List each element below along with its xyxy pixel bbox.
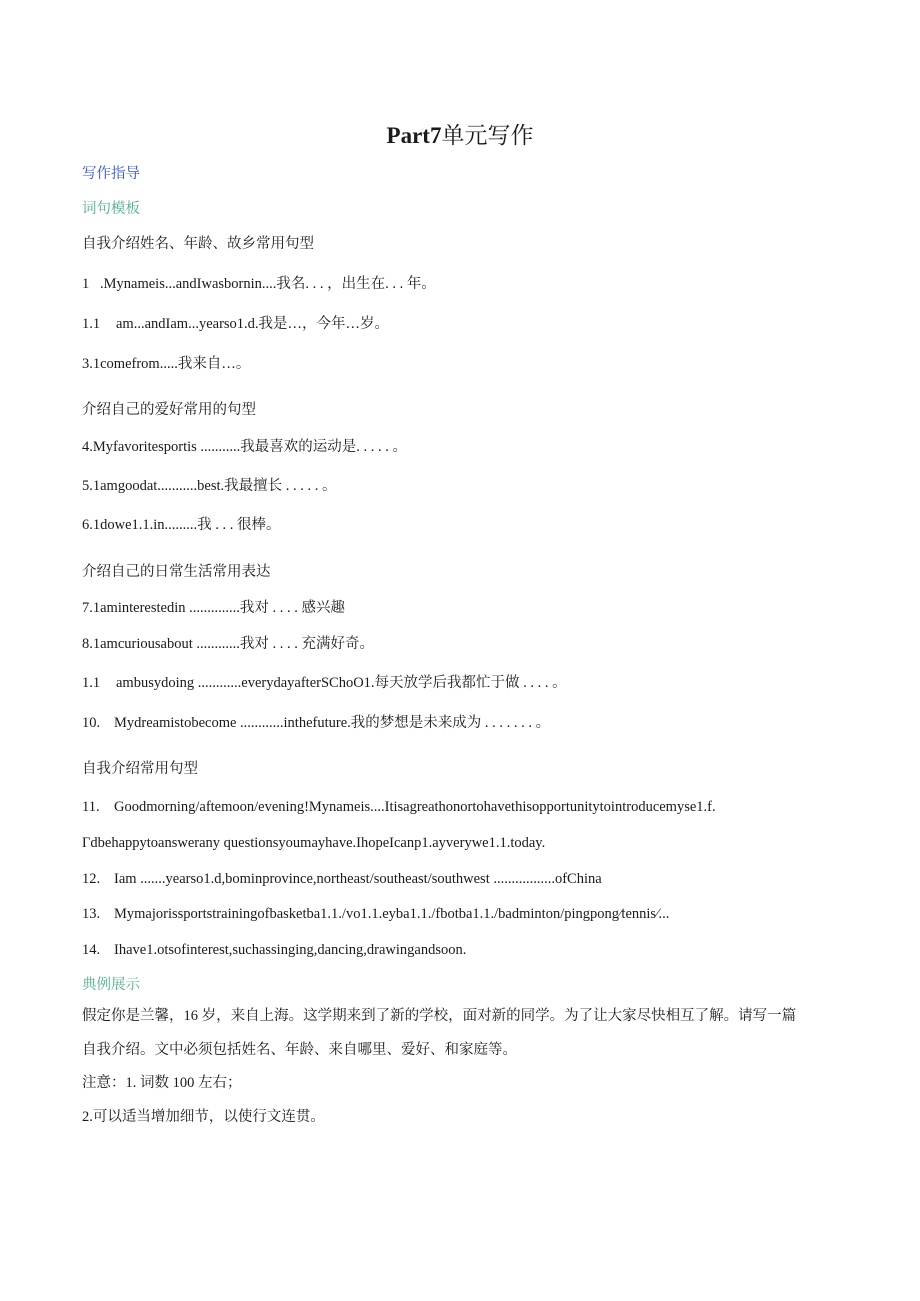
example-prompt-line2: 自我介绍。文中必须包括姓名、年龄、来自哪里、爱好、和家庭等。 [82, 1042, 517, 1058]
heading-example: 典例展示 [82, 977, 140, 993]
item-text: Goodmorning/aftemoon/evening!Mynameis....Itisagreathonortohavethisopportunitytointroducemyse1.f. [114, 799, 716, 815]
section1-heading: 自我介绍姓名、年龄、故乡常用句型 [82, 236, 314, 252]
item-number: 12. [82, 871, 101, 887]
heading-templates: 词句模板 [82, 201, 140, 217]
section1-item-2 [82, 314, 389, 334]
item-text: 7.1aminterestedin ..............我对 . . . . 感兴趣 [82, 600, 345, 616]
section3-item-4 [82, 713, 550, 733]
section2-item-2: 5.1amgoodat...........best.我最擅长 . . . . . 。 [82, 478, 337, 494]
item-text: ambusydoing ............everydayafterSChoO1.每天放学后我都忙于做 . . . . 。 [116, 675, 567, 691]
section4-heading: 自我介绍常用句型 [82, 761, 198, 777]
example-note-2: 2.可以适当增加细节，以使行文连贯。 [82, 1109, 325, 1125]
section4-item-12 [82, 869, 602, 889]
item-number: 14. [82, 942, 101, 958]
item-number: 1.1 [82, 316, 101, 332]
section4-item-13 [82, 904, 669, 924]
item-text: 8.1amcuriousabout ............我对 . . . . 充满好奇。 [82, 636, 374, 652]
item-number: 11. [82, 799, 100, 815]
title-rest: 单元写作 [441, 123, 534, 148]
section3-item-2 [82, 634, 374, 654]
section2-heading: 介绍自己的爱好常用的句型 [82, 402, 256, 418]
item-number: 10. [82, 715, 101, 731]
section2-item-1: 4.Myfavoritesportis ...........我最喜欢的运动是. . . . . 。 [82, 439, 408, 455]
section2-item-3: 6.1dowe1.1.in.........我 . . . 很棒。 [82, 517, 281, 533]
title-part: Part7 [386, 123, 442, 148]
item-text: 3.1comefrom.....我来自…。 [82, 356, 251, 372]
section4-item-11 [82, 797, 716, 817]
item-text: Mymajorissportstrainingofbasketba1.1./vo1.1.eyba1.1./fbotba1.1./badminton/pingpong⁄tennis⁄... [114, 906, 670, 922]
item-text: am...andIam...yearso1.d.我是…，今年…岁。 [116, 316, 390, 332]
item-text: Γdbehappytoanswerany questionsyoumayhave.IhopeIcanp1.ayverywe1.1.today. [82, 835, 546, 851]
item-text: Mydreamistobecome ............inthefuture.我的梦想是未来成为 . . . . . . . 。 [114, 715, 551, 731]
heading-writing-guide: 写作指导 [82, 166, 140, 182]
item-number: 13. [82, 906, 101, 922]
section3-item-1 [82, 598, 345, 618]
section1-item-1 [82, 274, 436, 294]
section3-heading: 介绍自己的日常生活常用表达 [82, 564, 271, 580]
item-text: Iam .......yearso1.d,bominprovince,northeast/southeast/southwest .................ofChina [114, 871, 602, 887]
item-text: .Mynameis...andIwasbornin....我名. . . ，出生在. . . 年。 [100, 276, 436, 292]
page-title [0, 121, 920, 151]
example-note-1: 注意：1. 词数 100 左右； [82, 1075, 242, 1091]
item-number: 1.1 [82, 675, 101, 691]
item-text: Ihave1.otsofinterest,suchassinging,dancing,drawingandsoon. [114, 942, 467, 958]
item-number: 1 [82, 276, 90, 292]
section3-item-3 [82, 673, 567, 693]
example-prompt-line1: 假定你是兰馨，16 岁，来自上海。这学期来到了新的学校，面对新的同学。为了让大家尽快相互了解。请写一篇 [82, 1008, 797, 1024]
section4-item-14 [82, 940, 466, 960]
section1-item-3 [82, 354, 250, 374]
section4-item-11-cont [82, 833, 545, 853]
